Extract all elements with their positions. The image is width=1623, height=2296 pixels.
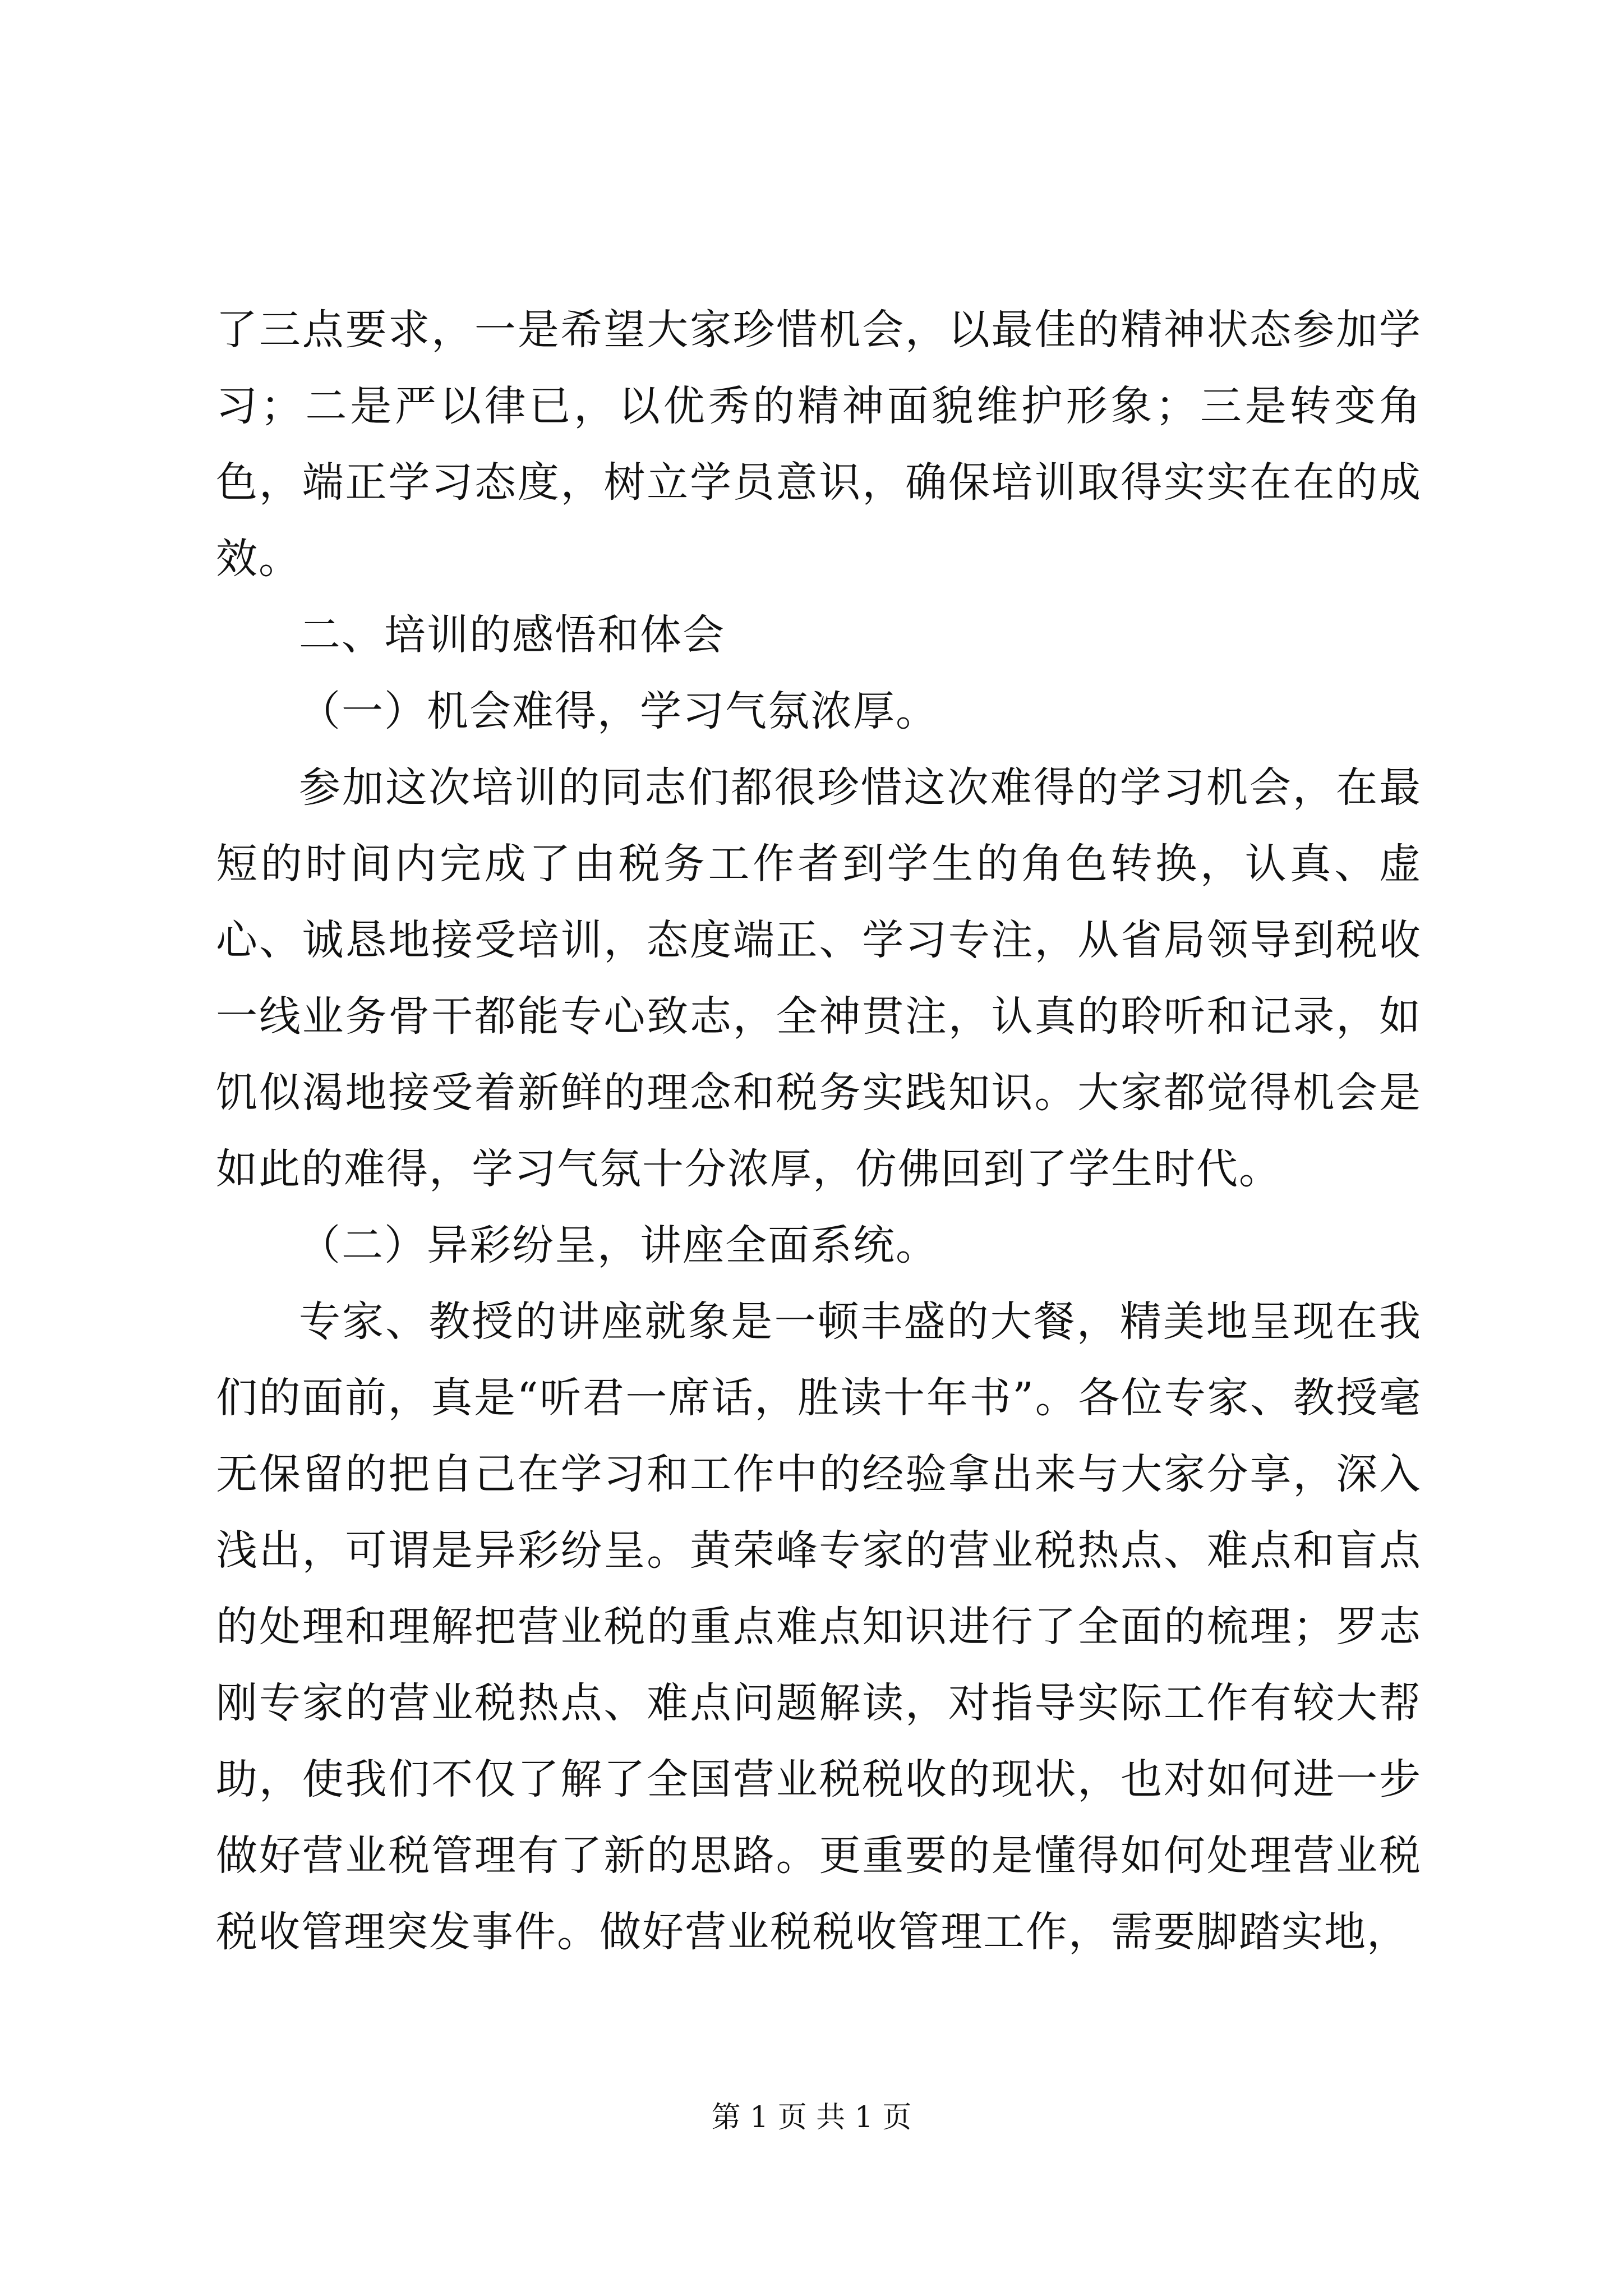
page-footer: 第 1 页 共 1 页 bbox=[711, 2101, 912, 2134]
subsection-heading-1: （一）机会难得，学习气氛浓厚。 bbox=[299, 687, 938, 735]
paragraph-2: 专家、教授的讲座就象是一顿丰盛的大餐，精美地呈现在我们的面前，真是“听君一席话，胜读十年书”。各位专家、教授毫无保留的把自己在学习和工作中的经验拿出来与大家分享，深入浅出，可谓是异彩纷呈。黄荣峰专家的营业税热点、难点和盲点的处理和理解把营业税的重点难点知识进行了全面的梳理；罗志刚专家的营业税热点、难点问题解读，对指导实际工作有较大帮助，使我们不仅了解了全国营业税税收的现状，也对如何进一步做好营业税管理有了新的思路。更重要的是懂得如何处理营业税税收管理突发事件。做好营业税税收管理工作，需要脚踏实地， bbox=[216, 1297, 1422, 1956]
paragraph-continuation: 了三点要求，一是希望大家珍惜机会，以最佳的精神状态参加学习；二是严以律已，以优秀的精神面貌维护形象；三是转变角色，端正学习态度，树立学员意识，确保培训取得实实在在的成效。 bbox=[216, 306, 1422, 583]
section-heading: 二、培训的感悟和体会 bbox=[299, 611, 725, 659]
paragraph-1: 参加这次培训的同志们都很珍惜这次难得的学习机会，在最短的时间内完成了由税务工作者到学生的角色转换，认真、虚心、诚恳地接受培训，态度端正、学习专注，从省局领导到税收一线业务骨干都能专心致志，全神贯注，认真的聆听和记录，如饥似渴地接受着新鲜的理念和税务实践知识。大家都觉得机会是如此的难得，学习气氛十分浓厚，仿佛回到了学生时代。 bbox=[216, 763, 1422, 1193]
document-body bbox=[216, 292, 1422, 1970]
subsection-heading-2: （二）异彩纷呈，讲座全面系统。 bbox=[299, 1221, 938, 1269]
